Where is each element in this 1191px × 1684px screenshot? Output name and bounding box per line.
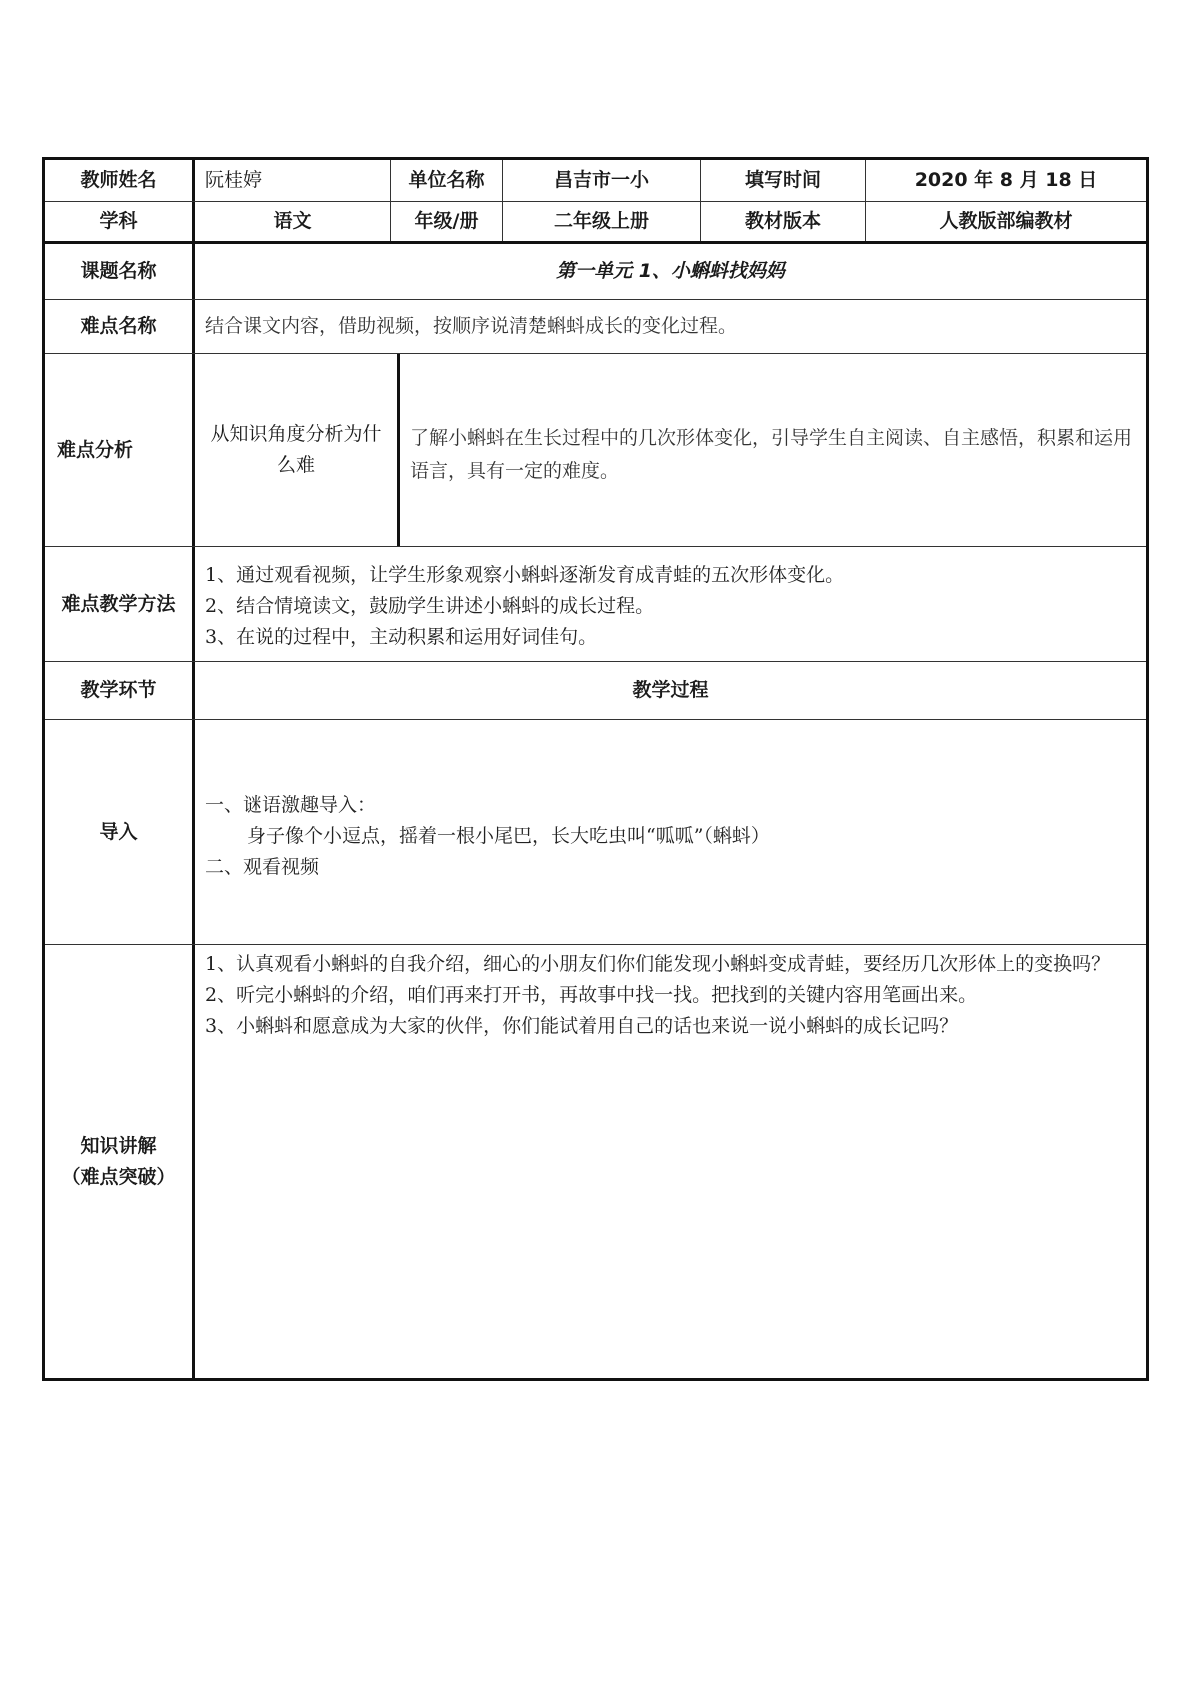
unit-label: 单位名称 [391, 160, 503, 201]
process-value: 教学过程 [632, 679, 709, 701]
teacher-label: 教师姓名 [45, 160, 195, 201]
intro-lines [195, 720, 1146, 944]
analysis-value: 了解小蝌蚪在生长过程中的几次形体变化，引导学生自主阅读、自主感悟，积累和运用语言，具有一定的难度。 [410, 427, 1133, 482]
header-row-2 [45, 202, 1146, 244]
method-line-2: 2、结合情境读文，鼓励学生讲述小蝌蚪的成长过程。 [205, 595, 655, 617]
subject-label: 学科 [45, 202, 195, 241]
unit-value: 昌吉市一小 [503, 160, 701, 201]
intro-label: 导入 [45, 720, 195, 944]
knowledge-row [45, 945, 1146, 1378]
process-label: 教学环节 [45, 662, 195, 719]
method-lines [195, 547, 1146, 661]
knowledge-label [45, 945, 195, 1378]
knowledge-line-2: 2、听完小蝌蚪的介绍，咱们再来打开书，再故事中找一找。把找到的关键内容用笔画出来。 [205, 984, 978, 1006]
difficulty-value: 结合课文内容，借助视频，按顺序说清楚蝌蚪成长的变化过程。 [205, 315, 738, 337]
analysis-label: 难点分析 [45, 354, 195, 546]
knowledge-line-3: 3、小蝌蚪和愿意成为大家的伙伴，你们能试着用自己的话也来说一说小蝌蚪的成长记吗？ [205, 1015, 959, 1037]
knowledge-lines [195, 945, 1146, 1378]
analysis-sub-label [195, 354, 400, 546]
knowledge-line-1: 1、认真观看小蝌蚪的自我介绍，细心的小朋友们你们能发现小蝌蚪变成青蛙，要经历几次形体上的变换吗？ [205, 953, 1111, 975]
edition-value: 人教版部编教材 [939, 210, 1073, 232]
intro-line-1: 一、谜语激趣导入： [205, 794, 377, 816]
lesson-plan-table [42, 157, 1149, 1381]
intro-line-3: 二、观看视频 [205, 856, 320, 878]
grade-value: 二年级上册 [503, 202, 701, 241]
topic-label: 课题名称 [45, 244, 195, 299]
edition-label: 教材版本 [701, 202, 866, 241]
difficulty-row [45, 300, 1146, 354]
knowledge-label-line-1: 知识讲解 [80, 1134, 157, 1157]
difficulty-label: 难点名称 [45, 300, 195, 353]
date-value: 2020 年 8 月 18 日 [914, 169, 1098, 191]
topic-value: 第一单元 1、小蝌蚪找妈妈 [556, 260, 785, 282]
analysis-row [45, 354, 1146, 547]
intro-row [45, 720, 1146, 945]
method-label: 难点教学方法 [45, 547, 195, 661]
method-line-3: 3、在说的过程中，主动积累和运用好词佳句。 [205, 626, 598, 648]
date-label: 填写时间 [701, 160, 866, 201]
method-row [45, 547, 1146, 662]
intro-line-2: 身子像个小逗点，摇着一根小尾巴，长大吃虫叫“呱呱”（蝌蚪） [247, 825, 770, 847]
method-line-1: 1、通过观看视频，让学生形象观察小蝌蚪逐渐发育成青蛙的五次形体变化。 [205, 564, 845, 586]
analysis-sub-label-text: 从知识角度分析为什么难 [210, 423, 382, 476]
topic-row [45, 244, 1146, 300]
process-header-row [45, 662, 1146, 720]
teacher-value: 阮桂婷 [195, 160, 391, 201]
header-row-1 [45, 160, 1146, 202]
knowledge-label-line-2: （难点突破） [61, 1165, 176, 1188]
grade-label: 年级/册 [391, 202, 503, 241]
subject-value: 语文 [195, 202, 391, 241]
